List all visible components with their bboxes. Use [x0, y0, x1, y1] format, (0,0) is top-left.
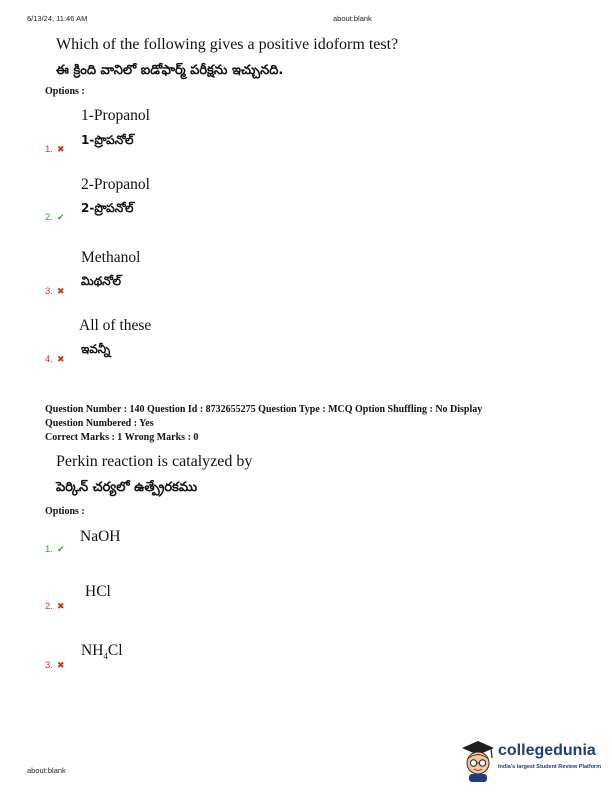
option-4-telugu: ఇవన్నీ	[81, 342, 111, 356]
options-label: Options :	[45, 86, 85, 97]
wrong-mark-icon: ✖	[56, 355, 65, 365]
option-2-number: 2. ✖	[45, 601, 65, 612]
option-2-number: 2. ✔	[45, 212, 65, 223]
option-1-telugu: 1-ప్రొపనోల్	[81, 133, 134, 147]
option-3-telugu: మిథనోల్	[81, 274, 122, 288]
wrong-mark-icon: ✖	[56, 602, 65, 612]
option-1-number: 1. ✔	[45, 544, 65, 555]
wrong-mark-icon: ✖	[56, 287, 65, 297]
option-3-number: 3. ✖	[45, 660, 65, 671]
question-meta-line-3: Correct Marks : 1 Wrong Marks : 0	[45, 432, 199, 443]
footer-url: about:blank	[27, 766, 66, 775]
print-datetime: 6/13/24, 11:46 AM	[27, 14, 88, 23]
options-label: Options :	[45, 506, 85, 517]
question-meta-line-1: Question Number : 140 Question Id : 8732655275 Question Type : MCQ Option Shuffling : No Display	[45, 404, 483, 415]
brand-tagline: India's largest Student Review Platform	[498, 764, 602, 770]
option-3-english: $NH_4Cl$	[81, 642, 123, 662]
question-text-telugu: ఈ క్రింది వానిలో ఐడోఫార్మ్ పరీక్షను ఇచ్చునది.	[56, 63, 284, 78]
mascot-icon	[458, 738, 498, 782]
brand-logo	[458, 738, 608, 782]
brand-name: collegedunia	[498, 742, 596, 759]
question-meta-line-2: Question Numbered : Yes	[45, 418, 154, 429]
question-text-english: Perkin reaction is catalyzed by	[56, 453, 253, 470]
option-2-telugu: 2-ప్రొపనోల్	[81, 201, 134, 215]
option-4-number: 4. ✖	[45, 354, 65, 365]
option-1-number: 1. ✖	[45, 144, 65, 155]
option-4-english: All of these	[79, 317, 152, 334]
option-3-english: Methanol	[81, 249, 141, 266]
wrong-mark-icon: ✖	[56, 145, 65, 155]
question-meta	[45, 403, 482, 445]
question-text-english: Which of the following gives a positive idoform test?	[56, 36, 399, 53]
correct-check-icon: ✔	[56, 213, 65, 223]
option-1-english: NaOH	[80, 528, 121, 545]
option-2-english: HCl	[85, 583, 111, 600]
wrong-mark-icon: ✖	[56, 661, 65, 671]
option-2-english: 2-Propanol	[81, 176, 150, 193]
print-url: about:blank	[333, 14, 372, 23]
question-text-telugu: పెర్కిన్ చర్యలో ఉత్ప్రేరకము	[56, 480, 198, 495]
option-1-english: 1-Propanol	[81, 107, 150, 124]
option-3-number: 3. ✖	[45, 286, 65, 297]
correct-check-icon: ✔	[56, 545, 65, 555]
